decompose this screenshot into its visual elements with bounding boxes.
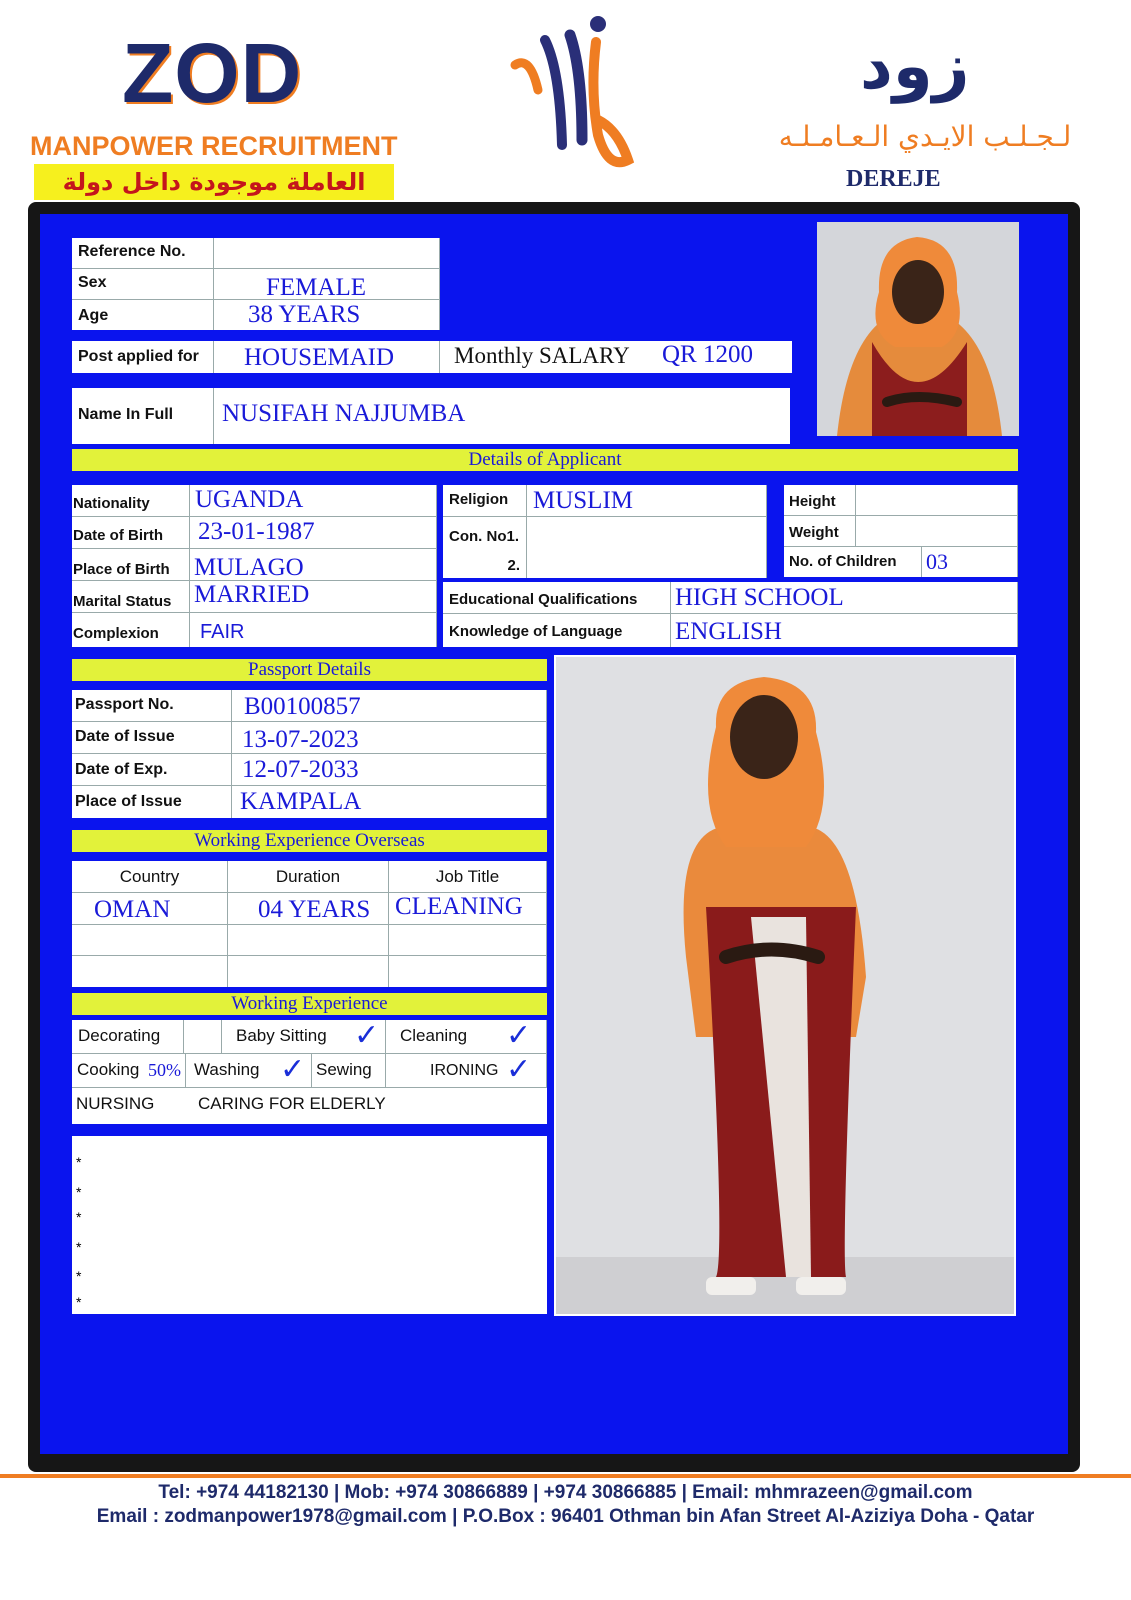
name-row — [72, 388, 790, 444]
note-bullet: * — [76, 1154, 82, 1170]
language-label: Knowledge of Language — [443, 614, 671, 647]
check-icon: ✓ — [354, 1020, 380, 1053]
overseas-cell: OMAN — [72, 893, 228, 925]
partner-name: DEREJE — [846, 166, 941, 192]
overseas-cell — [389, 925, 547, 956]
top-fields — [72, 238, 440, 330]
age-label: Age — [72, 300, 214, 330]
col-duration: Duration — [228, 861, 389, 893]
skill-nursing: NURSING — [76, 1094, 155, 1113]
height-label: Height — [784, 485, 856, 516]
skill-cleaning: Cleaning — [386, 1020, 502, 1054]
salary-value: QR 1200 — [662, 341, 753, 368]
note-bullet: * — [76, 1294, 82, 1310]
overseas-title: Working Experience Overseas — [72, 830, 547, 852]
overseas-cell — [228, 925, 389, 956]
notes-box — [72, 1136, 547, 1314]
complexion-value: FAIR — [190, 613, 437, 647]
passport-no-value: B00100857 — [232, 690, 547, 722]
pob-label: Place of Birth — [72, 549, 190, 581]
height-value — [856, 485, 1018, 516]
place-issue-value: KAMPALA — [232, 786, 547, 818]
full-body-photo — [554, 655, 1016, 1316]
salary-label: Monthly SALARY — [454, 343, 630, 368]
skill-washing: Washing — [186, 1054, 278, 1088]
experience-title: Working Experience — [72, 993, 547, 1015]
nationality-label: Nationality — [72, 485, 190, 517]
washing-check — [278, 1054, 312, 1088]
post-value: HOUSEMAID — [214, 341, 440, 373]
education-label: Educational Qualifications — [443, 582, 671, 614]
name-label: Name In Full — [72, 388, 214, 444]
skill-decorating: Decorating — [72, 1020, 184, 1054]
overseas-cell — [389, 956, 547, 987]
name-value: NUSIFAH NAJJUMBA — [222, 400, 466, 427]
overseas-cell: CLEANING — [389, 893, 547, 925]
con2-label: 2. — [443, 549, 527, 578]
col-job-title: Job Title — [389, 861, 547, 893]
ironing-check — [502, 1054, 547, 1088]
passport-table — [72, 690, 547, 818]
post-row — [72, 341, 792, 373]
passport-title: Passport Details — [72, 659, 547, 681]
skill-cooking: Cooking — [72, 1054, 148, 1088]
nationality-value: UGANDA — [190, 485, 437, 517]
dob-label: Date of Birth — [72, 517, 190, 549]
cooking-percent: 50% — [148, 1054, 186, 1088]
details-right — [784, 485, 1018, 577]
marital-value: MARRIED — [190, 581, 437, 613]
con1-label: Con. No1. — [443, 517, 527, 549]
place-issue-label: Place of Issue — [72, 786, 232, 818]
date-issue-value: 13-07-2023 — [232, 722, 547, 754]
education-value: HIGH SCHOOL — [671, 582, 1018, 614]
reference-label: Reference No. — [72, 238, 214, 269]
dob-value: 23-01-1987 — [190, 517, 437, 549]
brand-logo-text: ZOD — [122, 26, 303, 120]
note-bullet: * — [76, 1184, 82, 1200]
brand-subtitle: MANPOWER RECRUITMENT — [30, 131, 398, 161]
note-bullet: * — [76, 1268, 82, 1284]
arabic-tagline: لـجـلـب الايـدي الـعـامـلـه — [778, 120, 1072, 153]
children-label: No. of Children — [784, 547, 922, 577]
date-exp-label: Date of Exp. — [72, 754, 232, 786]
skill-ironing: IRONING — [386, 1054, 502, 1088]
religion-value: MUSLIM — [527, 485, 767, 517]
footer-rule — [0, 1474, 1131, 1478]
overseas-cell — [228, 956, 389, 987]
reference-value — [214, 238, 440, 269]
portrait-photo — [817, 222, 1019, 436]
age-value: 38 YEARS — [214, 300, 440, 330]
experience-table — [72, 1020, 547, 1124]
contact-value — [527, 517, 767, 578]
language-value: ENGLISH — [671, 614, 1018, 647]
marital-label: Marital Status — [72, 581, 190, 613]
weight-value — [856, 516, 1018, 547]
arabic-brand: زود — [860, 30, 970, 104]
details-title: Details of Applicant — [72, 449, 1018, 471]
overseas-cell: 04 YEARS — [228, 893, 389, 925]
pob-value: MULAGO — [190, 549, 437, 581]
cleaning-check — [502, 1020, 547, 1054]
note-bullet: * — [76, 1239, 82, 1255]
details-middle — [443, 485, 767, 578]
date-issue-label: Date of Issue — [72, 722, 232, 754]
arabic-note: العاملة موجودة داخل دولة — [34, 164, 394, 200]
overseas-table — [72, 861, 547, 987]
center-logo-icon — [500, 10, 660, 190]
passport-no-label: Passport No. — [72, 690, 232, 722]
religion-label: Religion — [443, 485, 527, 517]
complexion-label: Complexion — [72, 613, 190, 647]
sex-label: Sex — [72, 269, 214, 300]
weight-label: Weight — [784, 516, 856, 547]
skill-baby-sitting: Baby Sitting — [222, 1020, 350, 1054]
overseas-cell — [72, 925, 228, 956]
check-icon: ✓ — [506, 1020, 532, 1053]
footer-contact-line: Tel: +974 44182130 | Mob: +974 30866889 | +974 30866885 | Email: mhmrazeen@gmail.com — [158, 1482, 973, 1503]
skill-caring-elderly: CARING FOR ELDERLY — [198, 1094, 386, 1113]
details-left — [72, 485, 437, 647]
post-label: Post applied for — [72, 341, 214, 373]
education-language — [443, 582, 1018, 647]
col-country: Country — [72, 861, 228, 893]
children-value: 03 — [922, 547, 1018, 577]
note-bullet: * — [76, 1209, 82, 1225]
footer-address-line: Email : zodmanpower1978@gmail.com | P.O.Box : 96401 Othman bin Afan Street Al-Aziziya Doha - Qatar — [96, 1506, 1035, 1527]
sex-value: FEMALE — [214, 269, 440, 300]
check-icon: ✓ — [506, 1054, 532, 1087]
check-icon: ✓ — [280, 1054, 306, 1087]
overseas-cell — [72, 956, 228, 987]
baby-sitting-check — [350, 1020, 386, 1054]
date-exp-value: 12-07-2033 — [232, 754, 547, 786]
check-box — [184, 1020, 222, 1054]
skill-sewing: Sewing — [312, 1054, 386, 1088]
